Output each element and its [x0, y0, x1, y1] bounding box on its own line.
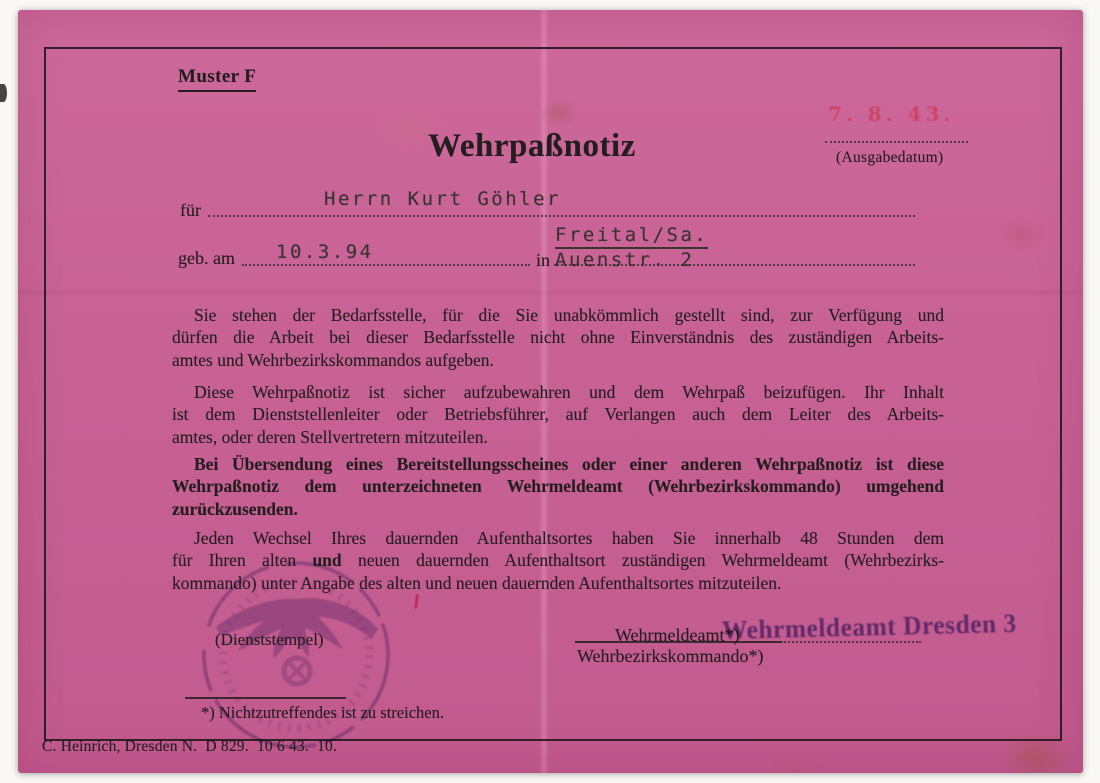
place-dotted-line [554, 264, 915, 266]
issue-date-stamp: 7. 8. 43. [828, 102, 955, 126]
paragraph-line: Diese Wehrpaßnotiz ist sicher aufzubewahren und dem Wehrpaß beizufügen. Ihr Inhalt [194, 382, 944, 402]
paragraph-line: amtes und Wehrbezirkskommandos aufgeben. [172, 349, 494, 370]
issue-date-label: (Ausgabedatum) [836, 149, 944, 166]
for-dotted-line [208, 215, 915, 217]
paragraph-line: ist dem Dienststellenleiter oder Betriebsführer, auf Verlangen auch dem Leiter des Arbeits- [172, 404, 944, 425]
paragraph-line: Jeden Wechsel Ihres dauernden Aufenthaltsortes haben Sie innerhalb 48 Stunden dem [194, 528, 944, 548]
paragraph-text: für Ihren alten [172, 550, 313, 571]
paragraph-line: dürfen die Arbeit bei dieser Bedarfsstelle nicht ohne Einverständnis des zuständigen Arbeits- [172, 327, 944, 348]
for-label: für [180, 200, 201, 220]
paragraph-bold-word: und [312, 550, 342, 571]
footnote-rule [185, 697, 346, 699]
footnote-text: *) Nichtzutreffendes ist zu streichen. [201, 703, 444, 722]
office-name-rubber-stamp: Wehrmeldeamt Dresden 3 [721, 608, 1018, 645]
form-type-label: Muster F [178, 66, 256, 92]
paragraph-line: Bei Übersendung eines Bereitstellungsscheines oder einer anderen Wehrpaßnotiz ist diese [194, 454, 944, 474]
printer-imprint: C. Heinrich, Dresden N. D 829. 10 6 43. 10. [42, 738, 338, 755]
paragraph-line: Wehrpaßnotiz dem unterzeichneten Wehrmeldeamt (Wehrbezirkskommando) umgehend [172, 476, 944, 497]
birth-date-typed: 10.3.94 [276, 241, 374, 263]
in-label: in [536, 250, 551, 270]
paragraph-3-bold [172, 453, 944, 520]
recipient-name-typed: Herrn Kurt Göhler [324, 188, 561, 210]
paragraph-line: amtes, oder deren Stellvertretern mitzuteilen. [172, 426, 488, 447]
paragraph-line: Sie stehen der Bedarfsstelle, für die Sie unabkömmlich gestellt sind, zur Verfügung und [194, 305, 944, 325]
born-label: geb. am [178, 248, 235, 268]
place-street-typed: Auenstr. 2 [555, 249, 695, 271]
office-option-wehrmeldeamt: Wehrmeldeamt*) [615, 625, 740, 645]
paragraph-line: kommando) unter Angabe des alten und neuen dauernden Aufenthaltsortes mitzuteilen. [172, 572, 782, 593]
official-eagle-seal-stamp [196, 553, 396, 753]
wehrpassnotiz-form-paper [18, 10, 1083, 773]
issue-date-dotted-line [825, 141, 968, 143]
paragraph-1 [172, 304, 944, 371]
office-option-wehrbezirkskommando: Wehrbezirkskommando*) [577, 646, 764, 666]
paragraph-line: zurückzusenden. [172, 498, 298, 519]
place-city-typed: Freital/Sa. [555, 224, 708, 249]
form-title: Wehrpaßnotiz [428, 128, 636, 164]
paragraph-2 [172, 381, 944, 448]
paragraph-text: neuen dauernden Aufenthaltsort zuständigen Wehrmeldeamt (Wehrbezirks- [341, 550, 944, 571]
service-stamp-label: (Dienststempel) [215, 630, 324, 649]
scan-edge-artifact [0, 84, 7, 102]
birth-date-dotted-line [242, 264, 530, 266]
